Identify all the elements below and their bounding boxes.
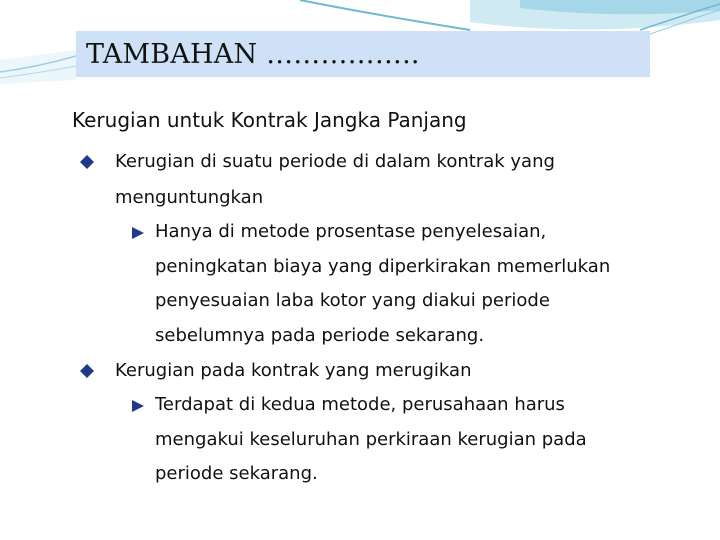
diamond-icon xyxy=(80,155,94,169)
sub-bullet-2-line-2: mengakui keseluruhan perkiraan kerugian pada xyxy=(155,429,587,450)
bullet-1-line-2: menguntungkan xyxy=(115,187,264,208)
bullet-2-line-1: Kerugian pada kontrak yang merugikan xyxy=(115,360,472,381)
bullet-1-line-1: Kerugian di suatu periode di dalam kontrak yang xyxy=(115,151,555,172)
decor-fade-left xyxy=(0,50,76,84)
sub-bullet-1-line-2: peningkatan biaya yang diperkirakan memerlukan xyxy=(155,256,611,277)
slide-title: TAMBAHAN …………….. xyxy=(86,38,420,70)
title-bar xyxy=(76,31,650,77)
sub-bullet-1-line-4: sebelumnya pada periode sekarang. xyxy=(155,325,485,346)
sub-bullet-2-line-1: Terdapat di kedua metode, perusahaan harus xyxy=(155,394,565,415)
sub-bullet-2-line-3: periode sekarang. xyxy=(155,463,318,484)
sub-bullet-1-line-1: Hanya di metode prosentase penyelesaian, xyxy=(155,221,547,242)
section-heading: Kerugian untuk Kontrak Jangka Panjang xyxy=(72,108,467,132)
diamond-icon xyxy=(80,364,94,378)
decor-swoosh-top xyxy=(300,0,470,30)
triangle-right-icon xyxy=(131,399,145,413)
triangle-right-icon xyxy=(131,226,145,240)
sub-bullet-1-line-3: penyesuaian laba kotor yang diakui periode xyxy=(155,290,550,311)
